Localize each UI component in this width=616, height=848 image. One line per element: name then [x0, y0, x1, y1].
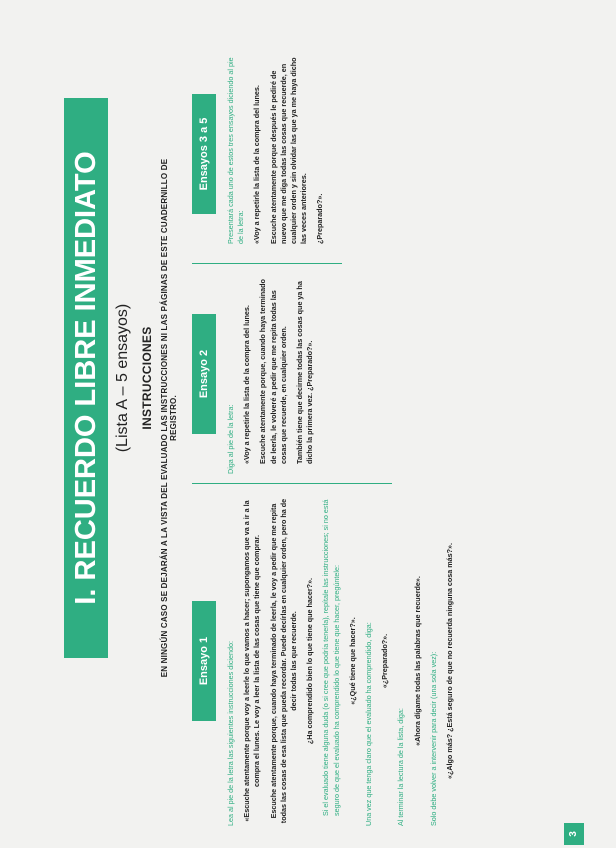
ensayo35-intro: Presentará cada uno de estos tres ensayos diciendo al pie de la letra: [226, 57, 246, 244]
ensayo35-quote3: ¿Preparado?». [315, 193, 325, 244]
ensayo35-quote2: Escuche atentamente porque después le pediré de nuevo que me diga todas las cosas que recuerde, en cualquier orden y sin olvidar las que ya me haya dicho las veces anteriores. [268, 57, 309, 244]
ensayo2-heading: Ensayo 2 [192, 314, 216, 434]
ensayo2-column [192, 274, 321, 474]
ensayo1-ready: «¿Preparado?». [380, 633, 390, 689]
page-number: 3 [568, 831, 579, 837]
ensayo1-intervene: Solo debe volver a intervenir para decir (una sola vez): [428, 651, 438, 826]
ensayo1-column [192, 496, 461, 826]
instructions-heading: INSTRUCCIONES [140, 326, 154, 430]
ensayo1-quote3: ¿Ha comprendido bien lo que tiene que hacer?». [305, 577, 315, 745]
page-number-tab [564, 823, 584, 845]
ensayo1-q-what: «¿Qué tiene que hacer?». [347, 617, 357, 705]
ensayo1-intro: Lea al pie de la letra las siguientes instrucciones diciendo: [226, 641, 235, 826]
column-divider-1 [192, 483, 392, 484]
ensayo1-quote1: «Escuche atentamente porque voy a leerle lo que vamos a hacer; supongamos que va a ir a la compra el lunes. Le voy a leer la lista de las cosas que tiene que comprar. [242, 500, 262, 822]
ensayo2-quote3: También tiene que decirme todas las cosas que ya ha dicho la primera vez. ¿Preparado?». [295, 281, 315, 464]
ensayo1-anything-more: «¿Algo más? ¿Está seguro de que no recuerda ninguna cosa más?». [445, 542, 455, 780]
ensayo2-quote2: Escuche atentamente porque, cuando haya terminado de leerla, le volveré a pedir que me repita todas las cosas que recuerde, en cualquier orden. [258, 279, 288, 464]
ensayo35-column [192, 54, 332, 254]
ensayo2-intro: Diga al pie de la letra: [226, 404, 235, 474]
ensayo1-doubt: Si el evaluado tiene alguna duda (o si cree que podría tenerla), repítale las instrucciones; si no está seguro de que el evaluado ha comprendido lo que tiene que hacer, pregúntele: [321, 499, 341, 816]
ensayo1-once-clear: Una vez que tenga claro que el evaluado ha comprendido, diga: [364, 622, 374, 826]
ensayo35-heading: Ensayos 3 a 5 [192, 94, 216, 214]
ensayo1-now-tell: «Ahora dígame todas las palabras que recuerde». [412, 576, 422, 746]
ensayo1-quote2: Escuche atentamente porque, cuando haya terminado de leerla, le voy a pedir que me repita todas las cosas de esa lista que pueda recordar. Puede decírlas en cualquier orden, pero ha de decir todas las que recuerde. [268, 498, 299, 824]
ensayo35-quote1: «Voy a repetirle la lista de la compra del lunes. [252, 85, 262, 244]
ensayo2-quote1: «Voy a repetirle la lista de la compra del lunes. [242, 305, 252, 464]
page-title: I. RECUERDO LIBRE INMEDIATO [70, 151, 102, 605]
ensayo1-heading: Ensayo 1 [192, 601, 216, 721]
page-subtitle: (Lista A – 5 ensayos) [114, 303, 131, 453]
notice-text: EN NINGÚN CASO SE DEJARÁN A LA VISTA DEL EVALUADO LAS INSTRUCCIONES NI LAS PÁGINAS DE ESTE CUADERNILLO DE REGISTRO. [160, 158, 178, 678]
ensayo1-end-reading: Al terminar la lectura de la lista, diga: [396, 708, 406, 826]
column-divider-2 [192, 263, 342, 264]
